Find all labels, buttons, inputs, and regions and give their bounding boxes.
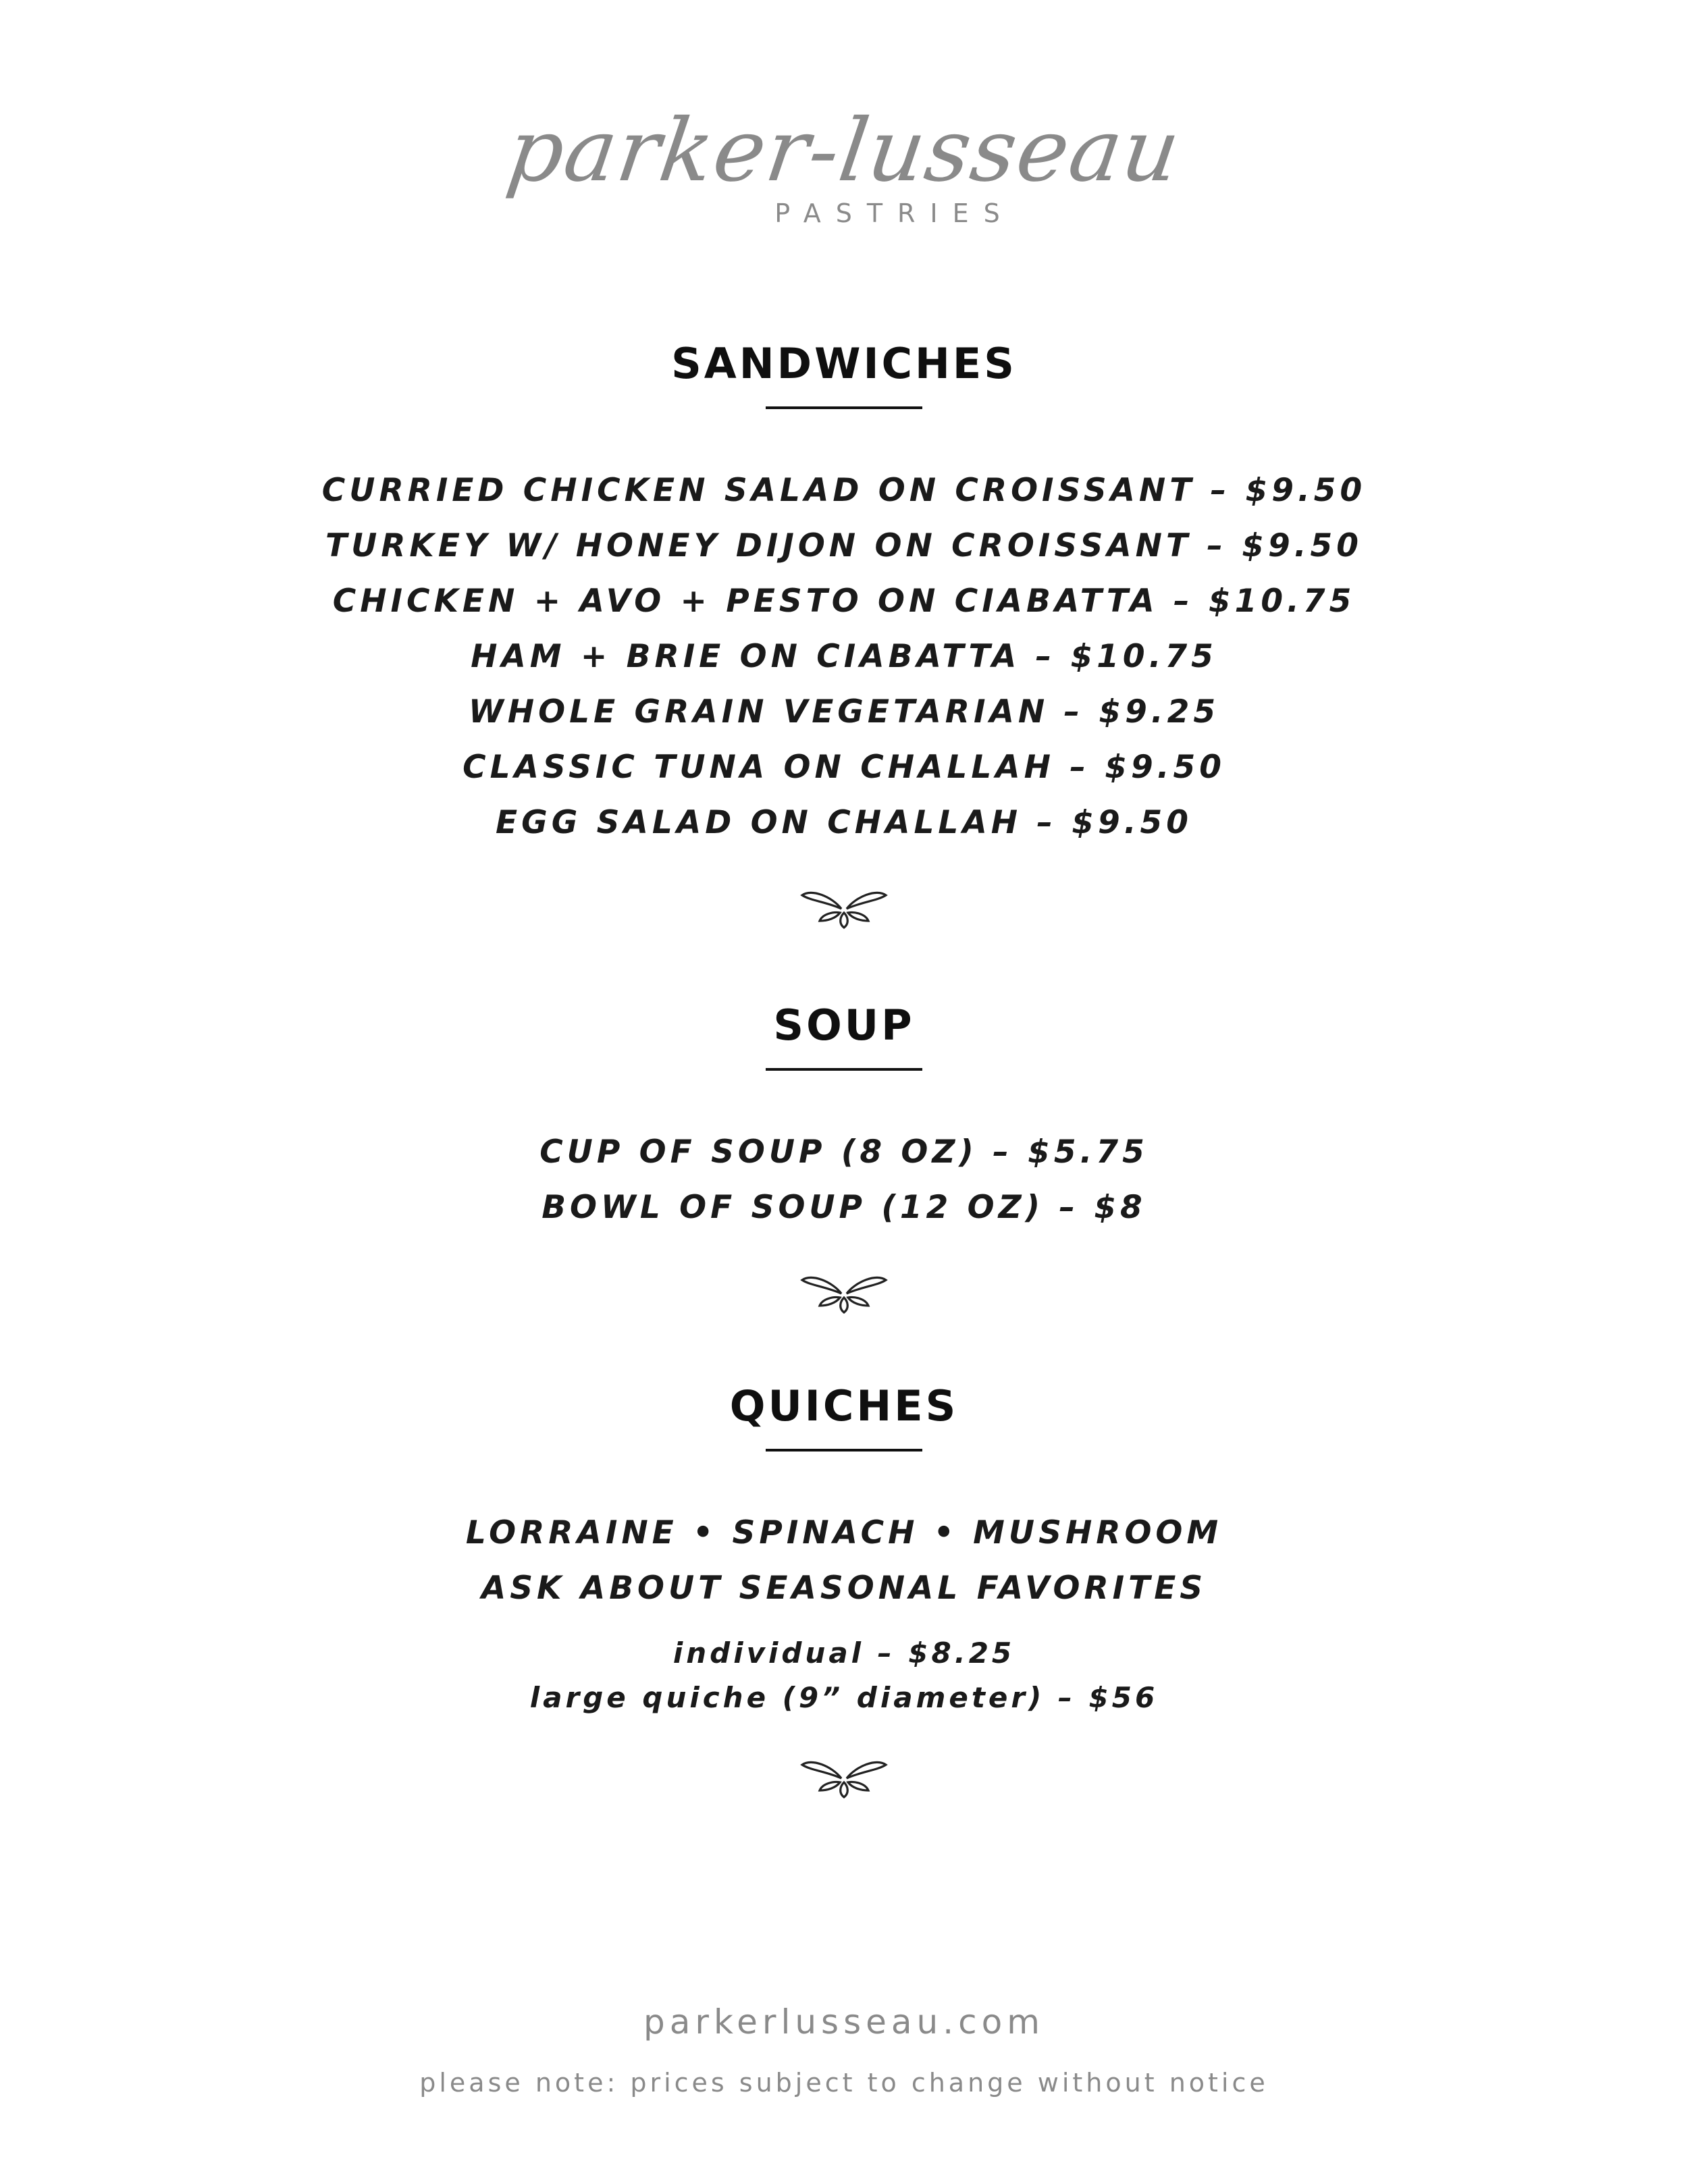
menu-sub-item: individual – $8.25 — [672, 1636, 1016, 1670]
menu-item: BOWL OF SOUP (12 OZ) – $8 — [542, 1189, 1146, 1226]
section-title-sandwiches: SANDWICHES — [671, 339, 1017, 388]
menu-item: WHOLE GRAIN VEGETARIAN – $9.25 — [468, 693, 1220, 730]
leaf-flourish-icon — [799, 1267, 889, 1314]
logo-subtitle: PASTRIES — [774, 198, 1015, 228]
brand-logo — [0, 101, 1688, 228]
menu-item-list — [0, 1506, 1688, 1616]
price-disclaimer: please note: prices subject to change without notice — [419, 2068, 1269, 2098]
menu-item: ASK ABOUT SEASONAL FAVORITES — [481, 1570, 1207, 1607]
section-sandwiches — [0, 339, 1688, 929]
leaf-flourish-icon — [799, 1751, 889, 1799]
menu-item-list — [0, 1125, 1688, 1235]
quiche-size-list — [0, 1631, 1688, 1720]
menu-sub-item: large quiche (9” diameter) – $56 — [529, 1681, 1159, 1714]
section-divider — [766, 1449, 922, 1451]
menu-item-list — [0, 463, 1688, 851]
section-divider — [766, 1068, 922, 1071]
section-title-soup: SOUP — [773, 1001, 915, 1050]
page-footer — [0, 2002, 1688, 2098]
menu-item: HAM + BRIE ON CIABATTA – $10.75 — [471, 638, 1217, 675]
logo-script-text: parker-lusseau — [501, 101, 1187, 201]
website-link[interactable]: parkerlusseau.com — [643, 2002, 1045, 2042]
leaf-flourish-icon — [799, 882, 889, 929]
menu-item: TURKEY W/ HONEY DIJON ON CROISSANT – $9.50 — [325, 527, 1363, 564]
section-divider — [766, 406, 922, 409]
menu-item: CHICKEN + AVO + PESTO ON CIABATTA – $10.75 — [332, 583, 1356, 620]
menu-item: CURRIED CHICKEN SALAD ON CROISSANT – $9.50 — [321, 472, 1367, 509]
menu-item: CUP OF SOUP (8 OZ) – $5.75 — [539, 1134, 1149, 1171]
section-soup — [0, 1001, 1688, 1314]
menu-item: EGG SALAD ON CHALLAH – $9.50 — [496, 804, 1192, 841]
menu-item: LORRAINE • SPINACH • MUSHROOM — [465, 1514, 1223, 1551]
section-title-quiches: QUICHES — [729, 1381, 959, 1431]
menu-item: CLASSIC TUNA ON CHALLAH – $9.50 — [463, 749, 1225, 786]
section-quiches — [0, 1381, 1688, 1799]
